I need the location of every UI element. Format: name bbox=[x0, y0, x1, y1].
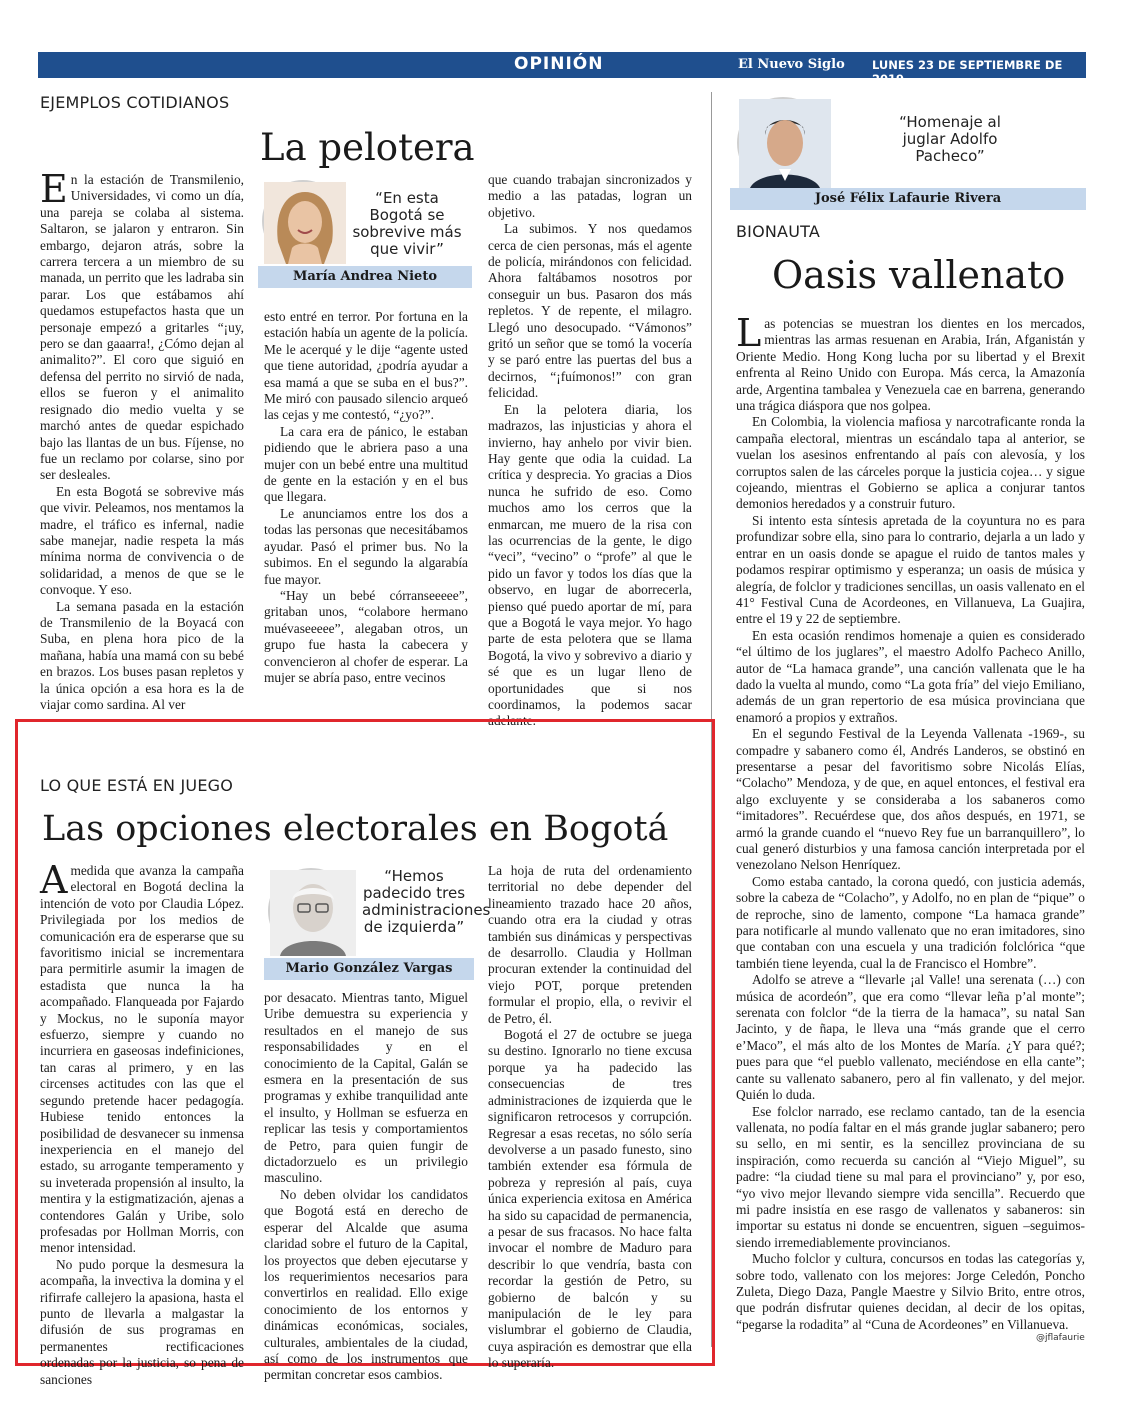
article1-paragraph: En la pelotera diaria, los madrazos, las injusticias y ahora el invierno, hay anhelo por vivir bien. Hay gente que odia la cuidad. La crítica y desprecia. Yo gracias a Dios nunca he sufrido de eso. Como muchos amo los cerros que la enmarcan, me muero de la risa con las ocurrencias de la gente, le digo “veci”, “vecino” o “profe” al que le pido un favor y todos los días que la observo, en lugar de aborrecerla, pienso qué puedo aportar de mí, para que a Bogotá le vaya mejor. Yo hago parte de esta pelotera que se llama Bogotá, la vivo y sobrevivo a diario y sé que es un lugar lleno de oportunidades que si nos coordinamos, la podemos sacar adelante. bbox=[488, 401, 692, 729]
article3-paragraph: Como estaba cantado, la corona quedó, con justicia además, sobre la cabeza de “Colacho”, y Adolfo, no en plan de “pique” o de reproche, sino de lamento, compone “La hamaca grande” para notificarle al mundo vallenato que no eran imitadores, sino que contaban con una escuela y una tradición folclórica “que también tiene leyenda, cual la de Francisco el Hombre”. bbox=[736, 873, 1085, 971]
article2-text: medida que avanza la campaña electoral en Bogotá declina la intención de voto por Claudia López. Privilegiada por los medios de comunicación era de esperarse que su favoritismo inicial se incrementara para permitirle asumir la imagen de estadista que nunca la ha acompañado. Flanqueada por Fajardo y Mockus, no le suponía mayor esfuerzo, siempre y cuando no incurriera en gaseosas indefiniciones, tan caras al primero, y en las circenses actitudes con las que el segundo pretende hacer pedagogía. Hubiese tenido entonces la posibilidad de desvanecer su inmensa inexperiencia en el manejo del estado, su arrogante temperamento y su inveterada propensión al insulto, la mentira y la estigmatización, ajenas a contendores Galán y Uribe, solo profesadas por Hollman Morris, con menor intensidad. bbox=[40, 863, 244, 1256]
article1-column-2 bbox=[264, 309, 468, 692]
article1-column-3 bbox=[488, 172, 692, 729]
article3-paragraph: Mucho folclor y cultura, concursos en todas las categorías y, sobre todo, vallenato con los mejores: Jorge Celedón, Poncho Zuleta, Diego Daza, Pangle Maestre y Silvio Brito, entre otros, que podrán disfrutar quienes decidan, al decir de los opitas, “pegarse la rodadita” al “Cuna de Acordeones” en Villanueva. bbox=[736, 1251, 1085, 1332]
article3-kicker: BIONAUTA bbox=[736, 222, 820, 241]
article1-paragraph: “Hay un bebé córranseeeee”, gritaban unos, “colabore hermano muévaseeeee”, alegaban otros, un grupo fue hasta la cabecera y convencieron al chofer de esperar. La mujer se abría paso, entre vecinos bbox=[264, 587, 468, 685]
article3-byline: José Félix Lafaurie Rivera bbox=[730, 188, 1086, 210]
author-twitter-handle[interactable]: @jflafaurie bbox=[1036, 1333, 1085, 1343]
article2-title: Las opciones electorales en Bogotá bbox=[42, 809, 669, 849]
article1-paragraph: En esta Bogotá se sobrevive más que vivir. Peleamos, nos mentamos la madre, el tráfico es infernal, nadie sabe manejar, nadie respeta la más mínima norma de convivencia o de solidaridad, a menos de que se le convoque. Y eso. bbox=[40, 483, 244, 598]
article2-paragraph: La hoja de ruta del ordenamiento territorial no debe depender del lineamiento trazado hace 20 años, cuando otra era la ciudad y otras también sus dinámicas y perspectivas de desarrollo. Claudia y Hollman procuran extender la continuidad del viejo POT, porque pretenden formular el propio, ella, o revivir el de Petro, él. bbox=[488, 863, 692, 1026]
article3-paragraph: Ese folclor narrado, ese reclamo cantado, tan de la esencia vallenata, no podía faltar en el más grande juglar sabanero; pero su sello, en mi sentir, es la sencillez provinciana de su inspiración, como recuerda su canción al “Viejo Miguel”, su padre: “la ciudad tiene su mal para el provinciano” y, por eso, “yo vivo mejor llevando siempre vida sencilla”. Recuerdo que mi padre insistía en ese rasgo de vallenatos y sabaneros: sin importar su estatus ni donde se encuentren, siguen –seguimos- siendo irremediablemente provincianos. bbox=[736, 1103, 1085, 1250]
article3-paragraph: Si intento esta síntesis apretada de la coyuntura no es para profundizar sobre ella, sino para lo contrario, dejarla a un lado y entrar en un oasis donde se apague el ruido de tantos males y podamos respirar optimismo y esperanza; un oasis de música y alegría, de folclor y tradiciones sencillas, un oasis vallenato en el 41° Festival Cuna de Acordeones, en Villanueva, La Guajira, entre el 19 y 22 de septiembre. bbox=[736, 512, 1085, 627]
article3-paragraph bbox=[736, 311, 1085, 414]
article3-paragraph: Adolfo se atreve a “llevarle ¡al Valle! una serenata (…) con música de acordeón”, que era como “llevar leña p’al monte”; serenata con folclor “de la tierra de la hamaca”, su natal San Jacinto, y de ñapa, le lleva una “más grande que el cerro e’Maco”, el más alto de los Montes de María. ¿Y para qué?; pues para que “el pueblo vallenato, meciéndose en ella cante”; cante su vallenato sabanero, pero al fin vallenato, y del mejor. Quién lo duda. bbox=[736, 972, 1085, 1103]
article2-paragraph: No pudo porque la desmesura la acompaña, la invectiva la domina y el rifirrafe callejero la apasiona, hasta el punto de llevarla a malgastar la difusión de sus programas en permanentes rectificaciones ordenadas por la justicia, so pena de sanciones bbox=[40, 1256, 244, 1387]
page-number: 9A bbox=[1092, 53, 1119, 74]
author-photo-avatar bbox=[737, 97, 829, 189]
article3-column bbox=[736, 311, 1085, 1332]
article1-byline: María Andrea Nieto bbox=[258, 266, 472, 288]
article2-paragraph: No deben olvidar los candidatos que Bogotá está en derecho de esperar del Alcalde que asuma claridad sobre el futuro de la Capital, los proyectos que deben ejecutarse y los requerimientos necesarios para convertirlos en realidad. Ello exige conocimiento de los entornos y dinámicas económicas, sociales, culturales, ambientales de la ciudad, así como de los instrumentos que permitan concretar esos cambios. bbox=[264, 1186, 468, 1383]
article3-title: Oasis vallenato bbox=[772, 253, 1066, 297]
article3-pull-quote: “Homenaje al juglar Adolfo Pacheco” bbox=[899, 113, 1001, 165]
article1-paragraph: Le anunciamos entre los dos a todas las personas que necesitábamos ayudar. Pasó el primer bus. No la subimos. En el segundo la algarabía fue mayor. bbox=[264, 505, 468, 587]
article1-title: La pelotera bbox=[260, 126, 475, 169]
article1-text: n la estación de Transmilenio, Universidades, vi como un día, una pareja se colaba al sistema. Saltaron, se jalaron y entraron. Sin embargo, dejaron atrás, sobre la carrera tercera a un miembro de su manada, un perrito que les ladraba sin parar. Los que estábamos ahí quedamos estupefactos hasta que un personaje empezó a gritarles “¡uy, pero se dan gaaarra!, ¿Cómo dejan al animalito?”. El coro que siguió en defensa del perrito no sirvió de nada, ellos se fueron y el animalito resignado dio medio vuelta y se marchó antes de quedar espichado bajo las llantas de un bus. Fíjense, no fue un reclamo por colarse, sino por ser desleales. bbox=[40, 172, 244, 483]
article1-pull-quote: “En esta Bogotá se sobrevive más que vivir” bbox=[352, 189, 462, 258]
issue-date: LUNES 23 DE SEPTIEMBRE DE 2019 bbox=[872, 58, 1063, 86]
article2-column-2 bbox=[264, 990, 468, 1383]
newspaper-name: El Nuevo Siglo bbox=[738, 57, 845, 72]
article1-column-1 bbox=[40, 167, 244, 712]
article3-text: as potencias se muestran los dientes en los mercados, mientras las armas resuenan en Arabia, Irán, Afganistán y Oriente Medio. Hong Kong lucha por su libertad y el Brexit enfrenta al Reino Unido con Europa. Más cerca, la Amazonía arde, Argentina tambalea y Venezuela cae en barrena, generando una trágica diáspora que nos golpea. bbox=[736, 316, 1085, 414]
article1-paragraph bbox=[40, 167, 244, 484]
article3-paragraph: En esta ocasión rendimos homenaje a quien es considerado “el último de los juglares”, el maestro Adolfo Pacheco Anillo, autor de “La hamaca grande”, una canción vallenata que le ha dado la vuelta al mundo, como “La gota fría” del viejo Emiliano, además de un gran repertorio de esa música provinciana que enamoró a propios y extraños. bbox=[736, 627, 1085, 725]
section-name: OPINIÓN bbox=[514, 54, 604, 74]
article1-paragraph: La subimos. Y nos quedamos cerca de cien personas, más el agente de policía, mirándonos con felicidad. Ahora faltábamos nosotros por conseguir un bus. Pasaron dos más repletos. Y de repente, el milagro. Llegó uno desocupado. “Vámonos” gritó un señor que se tomó la vocería y se paró entre las puertas del bus a decirnos, “¡fuímonos!” con gran felicidad. bbox=[488, 221, 692, 401]
article1-kicker: EJEMPLOS COTIDIANOS bbox=[40, 93, 230, 112]
section-header-band bbox=[38, 52, 1119, 86]
author-photo-avatar bbox=[262, 180, 344, 262]
article2-paragraph: Bogotá el 27 de octubre se juega su destino. Ignorarlo no tiene excusa porque ya ha padecido las consecuencias de tres administraciones de izquierda que le significaron retrocesos y corrupción. Regresar a esas recetas, no sólo sería devolverse a un pasado funesto, sino también extender esa fórmula de pobreza y represión al país, cuya única experiencia exitosa en América ha sido su capacidad de permanencia, a pesar de sus fracasos. No hace falta invocar el nombre de Maduro para describir lo que vendría, basta con recordar la gestión de Petro, su gobierno de balcón y su manipulación de le ley para vislumbrar el gobierno de Claudia, cuya aspiración es demostrar que ella lo superaría. bbox=[488, 1027, 692, 1371]
article1-paragraph: La semana pasada en la estación de Transmilenio de la Boyacá con Suba, en plena hora pico de la mañana, había una mamá con su bebé en brazos. Los buses pasan repletos y la única opción a esa hora es la de viajar como sardina. Al ver bbox=[40, 598, 244, 712]
article2-column-3 bbox=[488, 863, 692, 1371]
article2-paragraph: por desacato. Mientras tanto, Miguel Uribe demuestra su experiencia y resultados en el manejo de sus responsabilidades y en el conocimiento de la Capital, Galán se esmera en la presentación de sus programas y exhibe tranquilidad ante el insulto, y Hollman se esfuerza en replicar las tesis y comportamientos de Petro, para quien fungir de dictadorzuelo es un privilegio masculino. bbox=[264, 990, 468, 1186]
article1-paragraph: La cara era de pánico, le estaban pidiendo que le abriera paso a una mujer con un bebé entre una multitud de gente en la estación y en el bus que llegara. bbox=[264, 423, 468, 505]
drop-cap: L bbox=[736, 311, 762, 355]
article3-paragraph: En el segundo Festival de la Leyenda Vallenata -1969-, su compadre y sabanero como él, Andrés Landeros, se obstinó en presentarse a pesar del favoritismo sobre Nicolás Elías, “Colacho” Mendoza, y de que, en aquel entonces, el festival era algo excluyente y se consideraba a los sabaneros como “imitadores”. Recuérdese que, dos años después, en 1971, se armó la grande cuando el “nuevo Rey fue un barranquillero”, lo cual generó disturbios y una famosa canción interpretada por el venezolano Nelson Henríquez. bbox=[736, 726, 1085, 873]
article2-pull-quote: “Hemos padecido tres administraciones de izquierda” bbox=[362, 867, 491, 936]
drop-cap: E bbox=[40, 167, 68, 211]
article2-column-1 bbox=[40, 858, 244, 1387]
author-photo-avatar bbox=[268, 868, 354, 954]
article3-paragraph: En Colombia, la violencia mafiosa y narcotraficante ronda la campaña electoral, mientras un escándalo tapa al anterior, se vuelan los asesinos enfrentando al país con alevosía, y los corruptos salen de las cárceles porque la justicia cojea… y sigue cojeando, mientras el Gobierno se aplica a conjurar tantos demonios heredados y a construir futuro. bbox=[736, 414, 1085, 512]
article2-byline: Mario González Vargas bbox=[264, 958, 474, 980]
article1-paragraph: esto entré en terror. Por fortuna en la estación había un agente de la policía. Me le acerqué y le dije “agente usted que tiene autoridad, ¿podría ayudar a esa mamá a que se suba en el bus?”. Me miró con pausado silencio arqueó las cejas y me contestó, “¿yo?”. bbox=[264, 309, 468, 423]
article1-paragraph: que cuando trabajan sincronizados y medio a las patadas, logran un objetivo. bbox=[488, 172, 692, 220]
article2-paragraph bbox=[40, 858, 244, 1257]
drop-cap: A bbox=[40, 858, 68, 902]
article2-kicker: LO QUE ESTÁ EN JUEGO bbox=[40, 776, 234, 795]
